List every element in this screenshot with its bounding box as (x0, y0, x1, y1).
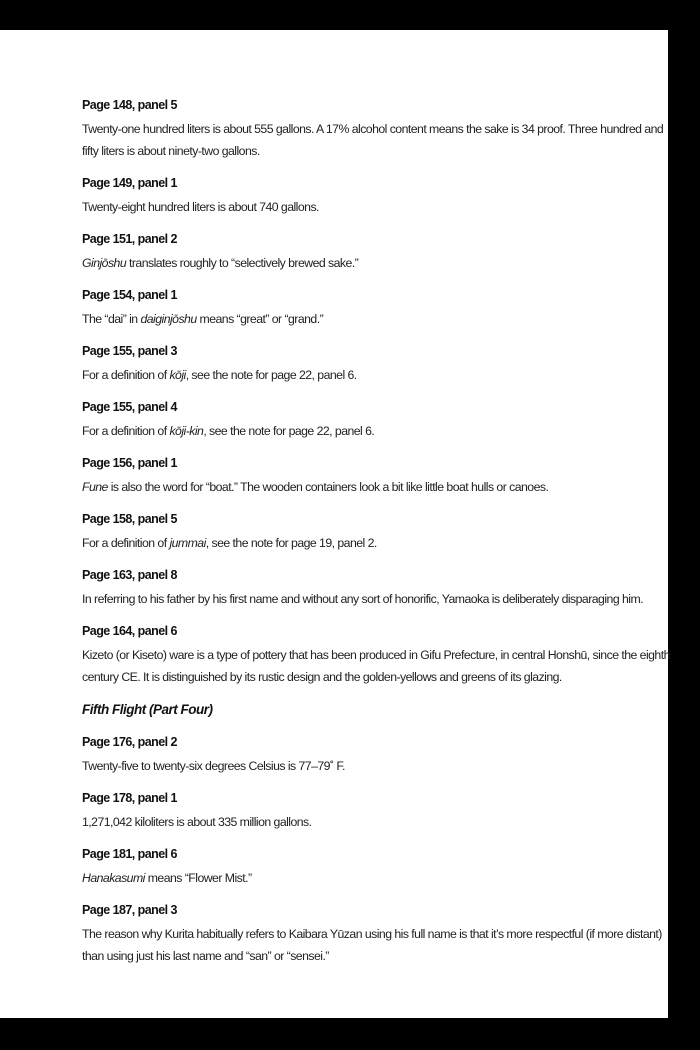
note-text-line (82, 588, 668, 610)
note-heading: Page 151, panel 2 (82, 232, 177, 246)
note-heading: Page 156, panel 1 (82, 456, 177, 470)
text-run: , see the note for page 22, panel 6. (203, 424, 375, 438)
note-heading: Page 149, panel 1 (82, 176, 177, 190)
note-entry (82, 227, 668, 274)
note-text-line (82, 666, 668, 688)
note-heading: Page 178, panel 1 (82, 791, 177, 805)
text-run: For a definition of (82, 536, 170, 550)
text-run: than using just his last name and “san” or “sensei.” (82, 949, 329, 963)
note-entry (82, 898, 668, 967)
note-text-line (82, 867, 668, 889)
note-text-line (82, 252, 668, 274)
section-heading: Fifth Flight (Part Four) (82, 702, 213, 717)
text-run: means “great” or “grand.” (196, 312, 324, 326)
note-heading: Page 154, panel 1 (82, 288, 177, 302)
note-entry (82, 842, 668, 889)
text-run: The reason why Kurita habitually refers to Kaibara Yūzan using his full name is that it’s more respectful (if more distant) (82, 927, 662, 941)
italic-term: Fune (82, 480, 108, 494)
note-text-line (82, 118, 668, 140)
note-text-line (82, 532, 668, 554)
text-run: , see the note for page 22, panel 6. (185, 368, 357, 382)
text-run: For a definition of (82, 424, 170, 438)
italic-term: kōji (169, 368, 186, 382)
text-run: translates roughly to “selectively brewed sake.” (126, 256, 359, 270)
note-text-line (82, 811, 668, 833)
text-run: , see the note for page 19, panel 2. (205, 536, 377, 550)
note-text-line (82, 140, 668, 162)
note-heading: Page 187, panel 3 (82, 903, 177, 917)
italic-term: daiginjōshu (140, 312, 197, 326)
note-heading: Page 163, panel 8 (82, 568, 177, 582)
note-entry (82, 619, 668, 688)
italic-term: jummai (169, 536, 206, 550)
note-heading: Page 155, panel 4 (82, 400, 177, 414)
text-run: Kizeto (or Kiseto) ware is a type of pottery that has been produced in Gifu Prefecture, in central Honshū, since the eighth (82, 648, 670, 662)
note-heading: Page 155, panel 3 (82, 344, 177, 358)
note-heading: Page 148, panel 5 (82, 98, 177, 112)
text-run: 1,271,042 kiloliters is about 335 million gallons. (82, 815, 312, 829)
note-text-line (82, 945, 668, 967)
note-entry (82, 507, 668, 554)
note-entry (82, 563, 668, 610)
note-heading: Page 158, panel 5 (82, 512, 177, 526)
note-text-line (82, 476, 668, 498)
note-heading: Page 164, panel 6 (82, 624, 177, 638)
note-text-line (82, 644, 668, 666)
text-run: means “Flower Mist.” (144, 871, 252, 885)
italic-term: Ginjōshu (82, 256, 127, 270)
note-entry (82, 786, 668, 833)
note-entry (82, 339, 668, 386)
note-entry (82, 395, 668, 442)
note-text-line (82, 420, 668, 442)
note-entry (82, 93, 668, 162)
text-run: In referring to his father by his first name and without any sort of honorific, Yamaoka is deliberately disparaging him. (82, 592, 644, 606)
note-text-line (82, 196, 668, 218)
note-text-line (82, 364, 668, 386)
text-run: For a definition of (82, 368, 170, 382)
text-run: The “dai” in (82, 312, 141, 326)
note-entry (82, 171, 668, 218)
note-heading: Page 176, panel 2 (82, 735, 177, 749)
note-heading: Page 181, panel 6 (82, 847, 177, 861)
document-page (0, 30, 668, 1018)
note-text-line (82, 308, 668, 330)
text-run: Twenty-five to twenty-six degrees Celsius is 77–79˚ F. (82, 759, 345, 773)
text-run: Twenty-one hundred liters is about 555 gallons. A 17% alcohol content means the sake is 34 proof. Three hundred and (82, 122, 664, 136)
text-run: is also the word for “boat.” The wooden containers look a bit like little boat hulls or canoes. (107, 480, 549, 494)
italic-term: kōji-kin (169, 424, 204, 438)
note-entry (82, 451, 668, 498)
text-run: century CE. It is distinguished by its rustic design and the golden-yellows and greens of its glazing. (82, 670, 562, 684)
note-entry (82, 283, 668, 330)
note-text-line (82, 923, 668, 945)
note-text-line (82, 755, 668, 777)
text-run: fifty liters is about ninety-two gallons. (82, 144, 260, 158)
italic-term: Hanakasumi (82, 871, 145, 885)
note-entry (82, 730, 668, 777)
text-run: Twenty-eight hundred liters is about 740 gallons. (82, 200, 319, 214)
